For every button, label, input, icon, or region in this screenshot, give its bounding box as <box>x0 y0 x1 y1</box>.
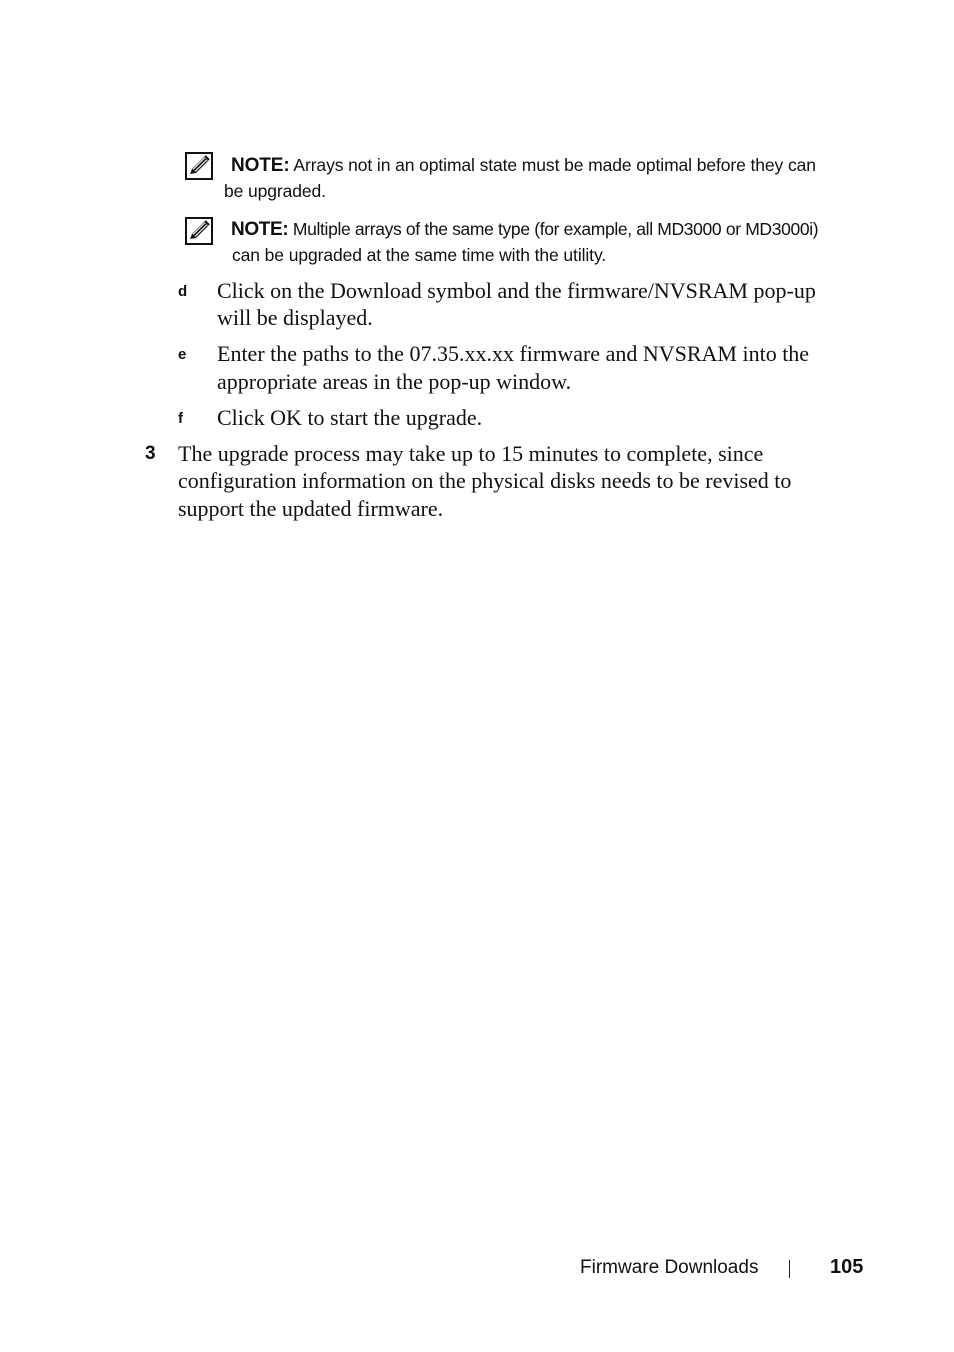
note-label: NOTE: <box>231 219 289 240</box>
step-text-line: will be displayed. <box>217 305 373 330</box>
note-text-line: Multiple arrays of the same type (for example, all MD3000 or MD3000i) <box>292 219 819 239</box>
step-text-line: Click OK to start the upgrade. <box>217 405 483 430</box>
note-label: NOTE: <box>231 155 290 176</box>
step-marker: d <box>178 283 188 300</box>
step-text-line: Click on the Download symbol and the firmware/NVSRAM pop-up <box>217 278 816 303</box>
step-text-line: Enter the paths to the 07.35.xx.xx firmware and NVSRAM into the <box>217 341 810 366</box>
pencil-note-icon <box>185 217 213 245</box>
step-text-line: configuration information on the physical disks needs to be revised to <box>178 468 792 493</box>
footer-divider <box>789 1260 790 1278</box>
step-text-line: support the updated firmware. <box>178 496 444 521</box>
note-text-line: Arrays not in an optimal state must be made optimal before they can <box>293 155 816 175</box>
step-marker: f <box>178 410 183 427</box>
note-text-line: can be upgraded at the same time with the utility. <box>232 245 607 265</box>
step-text-line: appropriate areas in the pop-up window. <box>217 369 572 394</box>
footer-section-title: Firmware Downloads <box>580 1257 759 1278</box>
note-text-line: be upgraded. <box>224 181 326 201</box>
note-multiple-arrays <box>0 0 954 275</box>
step-marker: e <box>178 346 187 363</box>
step-marker: 3 <box>145 443 156 464</box>
page-number: 105 <box>830 1256 864 1278</box>
step-text-line: The upgrade process may take up to 15 minutes to complete, since <box>178 441 764 466</box>
